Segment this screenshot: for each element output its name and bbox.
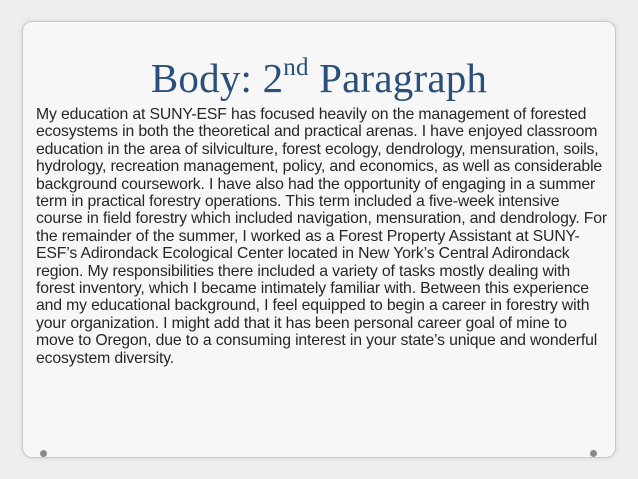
title-main: Body: 2: [150, 55, 284, 101]
title-tail: Paragraph: [308, 55, 488, 101]
corner-dot-right: [590, 450, 597, 457]
corner-dot-left: [40, 450, 47, 457]
slide-title: [0, 54, 638, 102]
title-superscript: nd: [283, 54, 309, 82]
body-paragraph: My education at SUNY-ESF has focused heavily on the management of forested ecosystems in both the theoretical and practical arenas. I have enjoyed classroom education in the area of silviculture, forest ecology, dendrology, mensuration, soils, hydrology, recreation management, policy, and economics, as well as considerable background coursework. I have also had the opportunity of engaging in a summer term in practical forestry operations. This term included a five-week intensive course in field forestry which included navigation, mensuration, and dendrology. For the remainder of the summer, I worked as a Forest Property Assistant at SUNY-ESF’s Adirondack Ecological Center located in New York’s Central Adirondack region. My responsibilities there included a variety of tasks mostly dealing with forest inventory, which I became intimately familiar with. Between this experience and my educational background, I feel equipped to begin a career in forestry with your organization. I might add that it has been personal career goal of mine to move to Oregon, due to a consuming interest in your state’s unique and wonderful ecosystem diversity.: [36, 106, 608, 367]
